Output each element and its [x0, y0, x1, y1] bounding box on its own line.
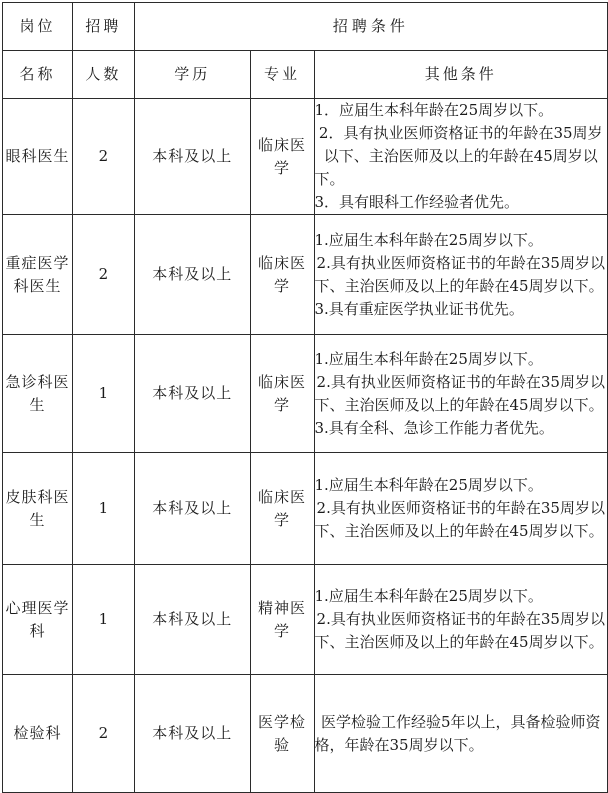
conditions-cell [314, 453, 608, 565]
count-cell: 1 [72, 453, 134, 565]
count-cell: 2 [72, 675, 134, 793]
condition-item: 2.具有执业医师资格证书的年龄在35周岁以下、主治医师及以上的年龄在45周岁以下。 [314, 372, 605, 414]
post-name-cell: 眼科医生 [3, 99, 73, 215]
condition-item: 1．应届生本科年龄在25周岁以下。 [314, 101, 554, 119]
post-name-cell: 皮肤科医生 [3, 453, 73, 565]
post-name-cell: 检验科 [3, 675, 73, 793]
table-row [3, 99, 608, 215]
condition-item: 1.应届生本科年龄在25周岁以下。 [314, 587, 543, 605]
education-cell: 本科及以上 [134, 675, 250, 793]
condition-item: 2．具有执业医师资格证书的年龄在35周岁以下、主治医师及以上的年龄在45周岁以下。 [314, 124, 603, 188]
condition-item: 2.具有执业医师资格证书的年龄在35周岁以下、主治医师及以上的年龄在45周岁以下。 [314, 610, 605, 651]
header-other-conditions: 其他条件 [314, 51, 608, 99]
table-row [3, 565, 608, 675]
count-cell: 2 [72, 215, 134, 335]
header-post-bottom: 名称 [3, 51, 73, 99]
major-cell: 临床医学 [250, 453, 314, 565]
condition-item: 1.应届生本科年龄在25周岁以下。 [314, 349, 543, 368]
education-cell: 本科及以上 [134, 99, 250, 215]
conditions-cell [314, 565, 608, 675]
conditions-cell [314, 215, 608, 335]
header-count-top: 招聘 [72, 3, 134, 51]
header-count-bottom: 人数 [72, 51, 134, 99]
header-education: 学历 [134, 51, 250, 99]
condition-item: 2.具有执业医师资格证书的年龄在35周岁以下、主治医师及以上的年龄在45周岁以下。 [314, 499, 605, 540]
header-row-top [3, 3, 608, 51]
count-cell: 1 [72, 565, 134, 675]
major-cell: 临床医学 [250, 215, 314, 335]
condition-item: 2.具有执业医师资格证书的年龄在35周岁以下、主治医师及以上的年龄在45周岁以下。 [314, 253, 605, 295]
post-name-cell: 心理医学科 [3, 565, 73, 675]
table-row [3, 335, 608, 453]
condition-item: 1.应届生本科年龄在25周岁以下。 [314, 230, 543, 249]
header-row-bottom [3, 51, 608, 99]
major-cell: 精神医学 [250, 565, 314, 675]
post-name-cell: 重症医学科医生 [3, 215, 73, 335]
count-cell: 2 [72, 99, 134, 215]
post-name-cell: 急诊科医生 [3, 335, 73, 453]
education-cell: 本科及以上 [134, 565, 250, 675]
recruitment-table [2, 2, 608, 793]
table-row [3, 453, 608, 565]
condition-item: 医学检验工作经验5年以上，具备检验师资格，年龄在35周岁以下。 [314, 712, 601, 754]
header-major: 专业 [250, 51, 314, 99]
condition-item: 3.具有重症医学执业证书优先。 [314, 299, 524, 318]
header-post-top: 岗位 [3, 3, 73, 51]
education-cell: 本科及以上 [134, 453, 250, 565]
major-cell: 临床医学 [250, 335, 314, 453]
condition-item: 1.应届生本科年龄在25周岁以下。 [314, 476, 543, 494]
condition-item: 3．具有眼科工作经验者优先。 [314, 193, 520, 211]
major-cell: 临床医学 [250, 99, 314, 215]
conditions-cell [314, 99, 608, 215]
education-cell: 本科及以上 [134, 215, 250, 335]
table-row [3, 215, 608, 335]
education-cell: 本科及以上 [134, 335, 250, 453]
major-cell: 医学检验 [250, 675, 314, 793]
table-row [3, 675, 608, 793]
count-cell: 1 [72, 335, 134, 453]
condition-item: 3.具有全科、急诊工作能力者优先。 [314, 418, 554, 437]
conditions-cell [314, 675, 608, 793]
header-conditions: 招聘条件 [134, 3, 607, 51]
conditions-cell [314, 335, 608, 453]
